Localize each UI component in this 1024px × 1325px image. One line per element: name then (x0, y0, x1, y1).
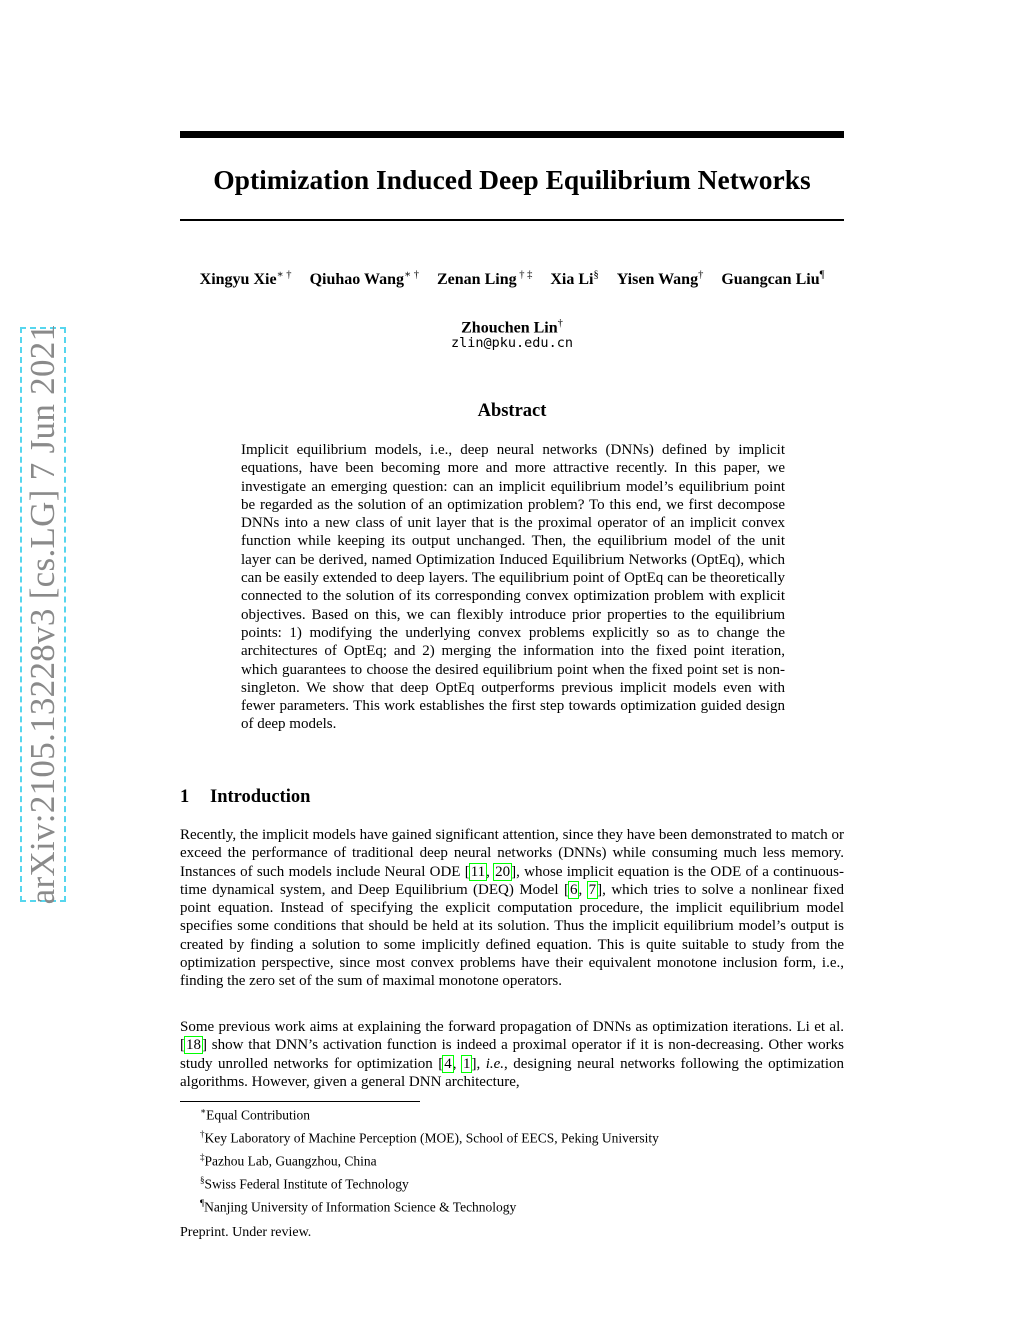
paper-title: Optimization Induced Deep Equilibrium Networks (213, 164, 811, 195)
intro-paragraph-2: Some previous work aims at explaining the forward propagation of DNNs as optimization iterations. Li et al. [18] show that DNN’s activation function is indeed a proximal operator if it is non-decreasing. Other works study unrolled networks for optimization [4, 1], i.e., designing neural networks following the optimization algorithms. However, given a general DNN architecture, (180, 1019, 844, 1090)
citation-link[interactable]: 4 (444, 1055, 452, 1072)
citation-link[interactable]: 7 (588, 881, 597, 898)
citation-link[interactable]: 20 (495, 863, 511, 880)
author-list (150, 265, 874, 291)
section-heading: 1 Introduction (180, 787, 311, 807)
footnote: ∗Equal Contribution (200, 1106, 310, 1123)
author: Guangcan Liu¶ (721, 270, 825, 289)
citation-link[interactable]: 1 (462, 1055, 471, 1072)
abstract-text: Implicit equilibrium models, i.e., deep neural networks (DNNs) defined by implicit equations, have been becoming more and more attractive recently. In this paper, we investigate an emerging question: can an implicit equilibrium model’s equilibrium point be regarded as the solution of an optimization problem? To this end, we first decompose DNNs into a new class of unit layer that is the proximal operator of an implicit convex function while keeping its output unchanged. Then, the equilibrium model of the unit layer can be derived, named Optimization Induced Equilibrium Networks (OptEq), which can be easily extended to deep layers. The equilibrium point of OptEq can be theoretically connected to the solution of its corresponding convex optimization problem with explicit objectives. Based on this, we can flexibly introduce prior properties to the equilibrium points: 1) modifying the underlying convex problems explicitly so as to change the architectures of OptEq; and 2) merging the information into the fixed point iteration, which guarantees to choose the desired equilibrium point when the fixed point set is non-singleton. We show that deep OptEq outperforms previous implicit models even with fewer parameters. This work establishes the first step towards optimization guided design of deep models. (241, 442, 785, 733)
author: Zenan Ling † ‡ (437, 270, 533, 289)
footnote: §Swiss Federal Institute of Technology (200, 1174, 409, 1192)
citation-link[interactable]: 11 (470, 863, 486, 880)
citation-link[interactable]: 6 (569, 881, 578, 898)
title-top-rule (180, 131, 844, 138)
footnote: ‡Pazhou Lab, Guangzhou, China (200, 1151, 377, 1169)
intro-paragraph-1: Recently, the implicit models have gained significant attention, since they have been demonstrated to match or exceed the performance of traditional deep neural networks (DNNs) while consuming much less memory. Instances of such models include Neural ODE [11, 20], whose implicit equation is the ODE of a continuous-time dynamical system, and Deep Equilibrium (DEQ) Model [6, 7], which tries to solve a nonlinear fixed point equation. Instead of specifying the explicit computation procedure, the implicit equilibrium model specifies some conditions that should be held at its solution. Thus the implicit equilibrium model’s output is created by finding a solution to some implicitly defined equation. This is quite suitable to study from the optimization perspective, since most convex problems have their equivalent monotone inclusion form, i.e., finding the zero set of the sum of maximal monotone operators. (180, 827, 844, 990)
title-bottom-rule (180, 219, 844, 221)
footnotes (200, 1102, 840, 1217)
author: Xingyu Xie∗ † (199, 270, 292, 289)
footnote: ¶Nanjing University of Information Science & Technology (200, 1197, 517, 1215)
abstract-heading: Abstract (477, 401, 547, 421)
preprint-notice: Preprint. Under review. (180, 1225, 312, 1240)
author: Qiuhao Wang∗ † (309, 270, 419, 289)
abstract-body (241, 441, 785, 734)
author: Xia Li§ (550, 270, 599, 289)
author-email[interactable]: zlin@pku.edu.cn (451, 335, 573, 351)
arxiv-stamp[interactable]: arXiv:2105.13228v3 [cs.LG] 7 Jun 2021 (23, 323, 62, 905)
author: Yisen Wang† (616, 270, 704, 289)
corresponding-author: Zhouchen Lin† (461, 318, 563, 337)
footnote: †Key Laboratory of Machine Perception (MOE), School of EECS, Peking University (200, 1128, 659, 1146)
citation-link[interactable]: 18 (186, 1037, 201, 1054)
